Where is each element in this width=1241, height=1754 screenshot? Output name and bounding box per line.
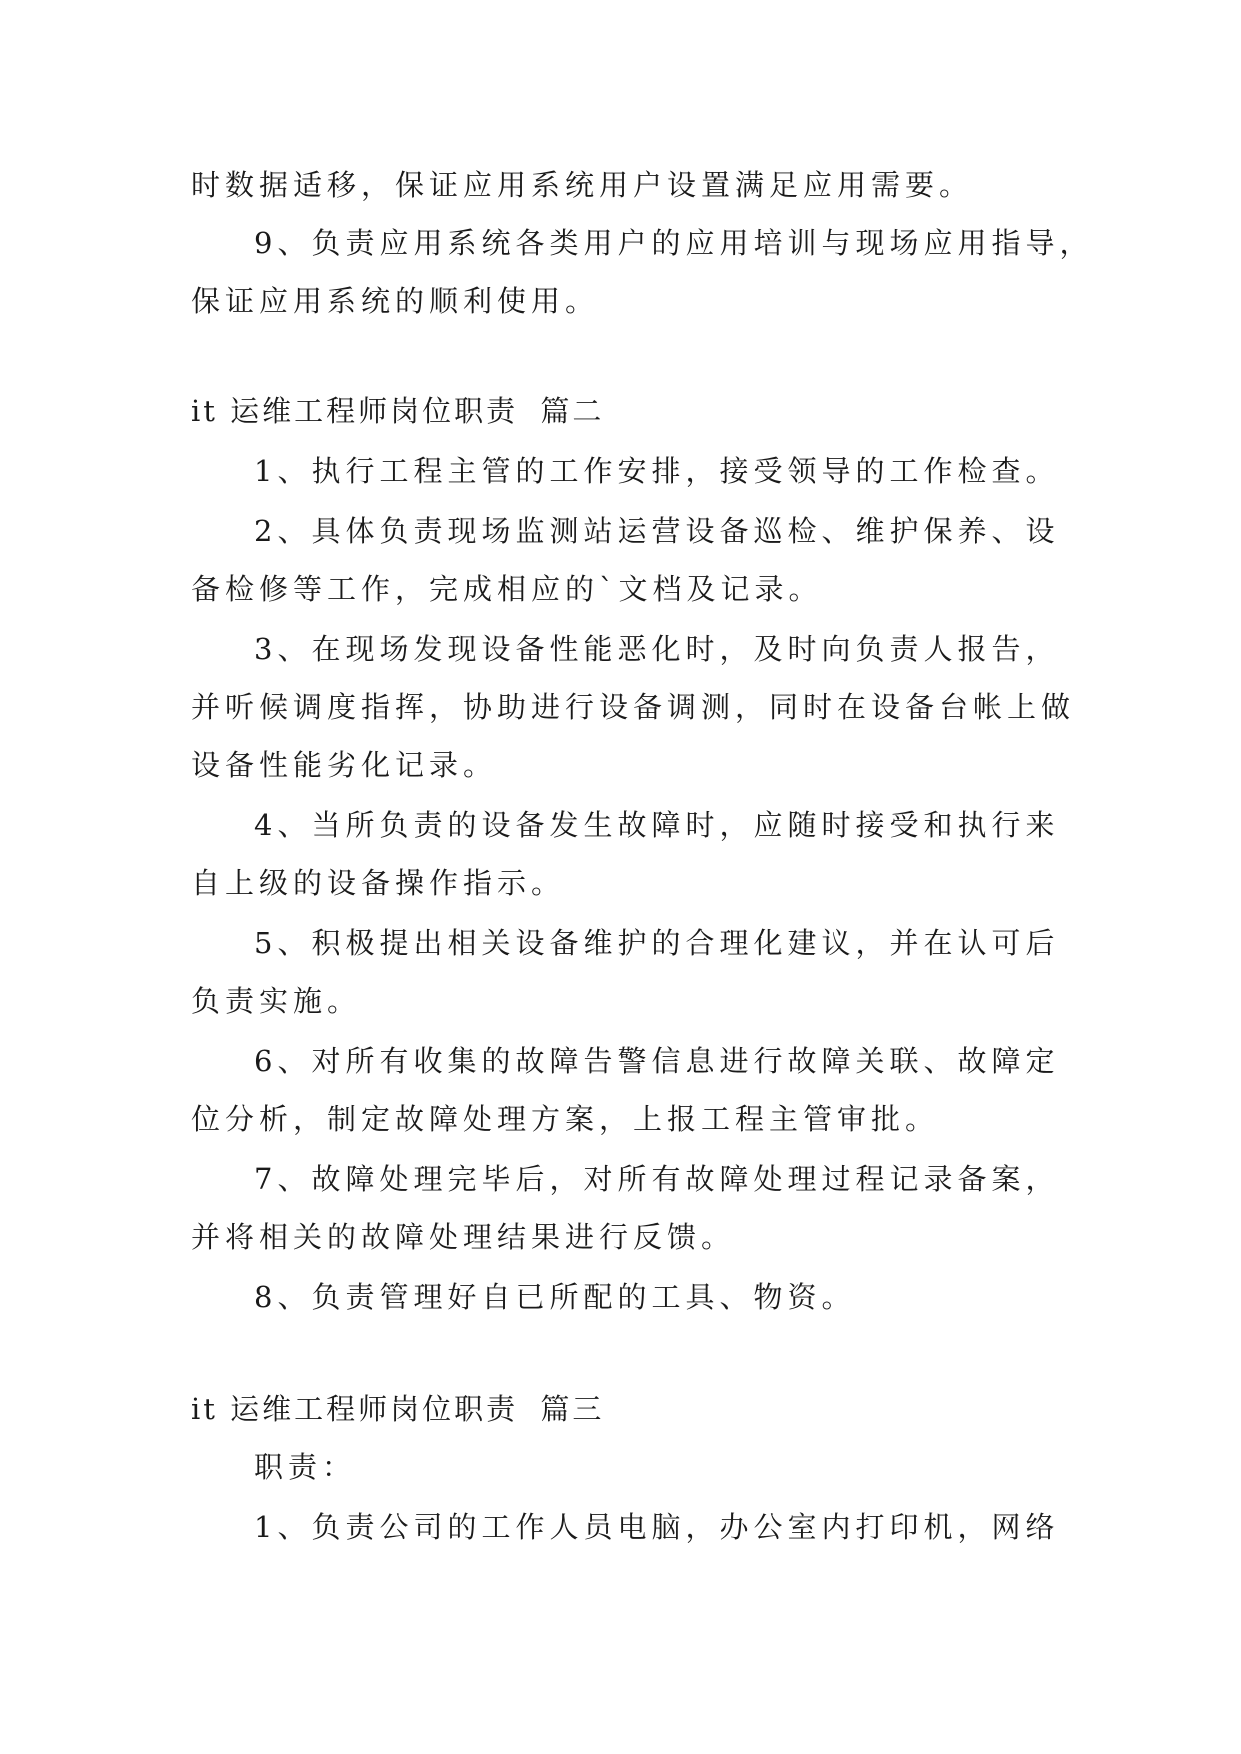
section2-line-6: 设备性能劣化记录。 bbox=[191, 748, 498, 782]
section2-heading-tag: 篇二 bbox=[540, 394, 605, 428]
section2-line-11: 6、对所有收集的故障告警信息进行故障关联、故障定 bbox=[254, 1044, 1060, 1078]
section2-heading-prefix: it bbox=[191, 394, 218, 428]
section2-line-13: 7、故障处理完毕后，对所有故障处理过程记录备案， bbox=[254, 1162, 1060, 1196]
section3-heading-prefix: it bbox=[191, 1392, 218, 1426]
section2-line-12: 位分析，制定故障处理方案，上报工程主管审批。 bbox=[191, 1102, 940, 1136]
intro-line-2: 9、负责应用系统各类用户的应用培训与现场应用指导， bbox=[254, 226, 1094, 260]
section3-heading bbox=[191, 1391, 604, 1427]
intro-line-1: 时数据适移，保证应用系统用户设置满足应用需要。 bbox=[191, 168, 974, 202]
section2-line-4: 3、在现场发现设备性能恶化时，及时向负责人报告， bbox=[254, 632, 1060, 666]
section2-heading bbox=[191, 393, 604, 429]
section2-line-7: 4、当所负责的设备发生故障时，应随时接受和执行来 bbox=[254, 808, 1060, 842]
section2-line-14: 并将相关的故障处理结果进行反馈。 bbox=[191, 1220, 736, 1254]
section2-line-8: 自上级的设备操作指示。 bbox=[191, 866, 566, 900]
section2-line-10: 负责实施。 bbox=[191, 984, 362, 1018]
section2-line-2: 2、具体负责现场监测站运营设备巡检、维护保养、设 bbox=[254, 514, 1060, 548]
section2-line-3: 备检修等工作，完成相应的`文档及记录。 bbox=[191, 572, 823, 606]
section3-line-1: 1、负责公司的工作人员电脑，办公室内打印机，网络 bbox=[254, 1510, 1060, 1544]
section2-line-1: 1、执行工程主管的工作安排，接受领导的工作检查。 bbox=[254, 454, 1060, 488]
section2-line-15: 8、负责管理好自已所配的工具、物资。 bbox=[254, 1280, 856, 1314]
section2-line-9: 5、积极提出相关设备维护的合理化建议，并在认可后 bbox=[254, 926, 1060, 960]
section3-heading-tag: 篇三 bbox=[540, 1392, 605, 1426]
section3-heading-main: 运维工程师岗位职责 bbox=[230, 1392, 519, 1426]
section2-line-5: 并听候调度指挥，协助进行设备调测，同时在设备台帐上做 bbox=[191, 690, 1076, 724]
section3-subheading: 职责： bbox=[254, 1450, 357, 1484]
intro-line-3: 保证应用系统的顺利使用。 bbox=[191, 284, 600, 318]
section2-heading-main: 运维工程师岗位职责 bbox=[230, 394, 519, 428]
